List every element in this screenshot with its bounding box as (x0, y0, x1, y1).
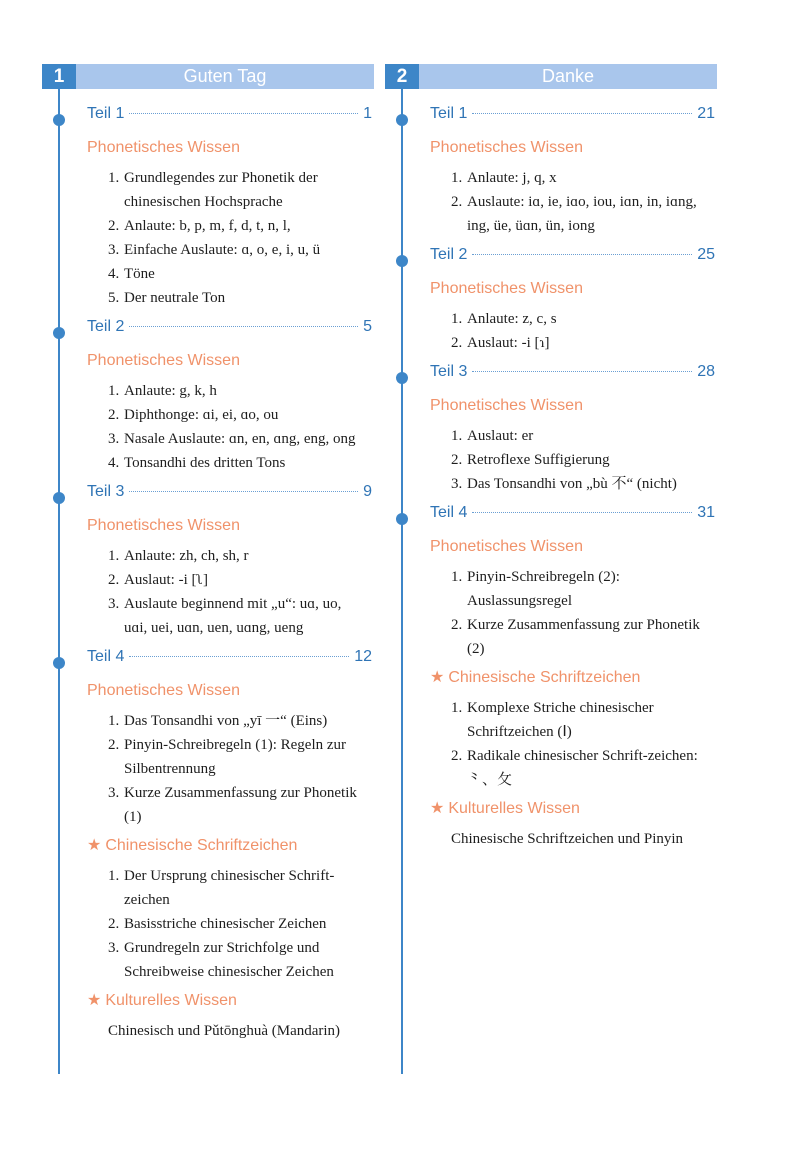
topic-list (430, 696, 715, 792)
page-number: 5 (363, 318, 372, 335)
item-text: Grundregeln zur Strichfolge und Schreibweise chinesischer Zeichen (124, 940, 334, 980)
item-text: Der Ursprung chinesischer Schrift-zeichen (124, 868, 335, 908)
item-number: 3. (108, 940, 120, 956)
teil-label: Teil 2 (87, 318, 125, 335)
unit-1-title: Guten Tag (183, 66, 267, 86)
item-number: 2. (451, 617, 463, 633)
item-number: 3. (108, 596, 120, 612)
timeline-dot (53, 327, 65, 339)
item-text: Auslaute: iɑ, ie, iɑo, iou, iɑn, in, iɑng, ing, üe, üɑn, ün, iong (467, 194, 697, 234)
list-item (87, 262, 372, 286)
unit-1-timeline (42, 89, 374, 1051)
unit-1-number: 1 (42, 64, 76, 89)
item-text: Auslaut: er (467, 428, 534, 444)
page-number: 12 (354, 648, 372, 665)
teil-section (42, 648, 374, 1051)
topic-list (87, 379, 372, 475)
teil-entry[interactable] (430, 246, 715, 276)
list-item (430, 307, 715, 331)
section-heading-text: Phonetisches Wissen (87, 517, 240, 534)
teil-section (42, 318, 374, 483)
teil-entry[interactable] (87, 483, 372, 513)
teil-label: Teil 1 (87, 105, 125, 122)
star-icon: ★ (87, 992, 102, 1009)
section-heading-text: Phonetisches Wissen (87, 139, 240, 156)
dot-leader (129, 656, 349, 657)
item-text: Diphthonge: ɑi, ei, ɑo, ou (124, 407, 279, 423)
teil-label: Teil 4 (430, 504, 468, 521)
list-item (87, 568, 372, 592)
item-number: 2. (108, 916, 120, 932)
item-text: Kurze Zusammenfassung zur Phonetik (1) (124, 785, 357, 825)
teil-label: Teil 1 (430, 105, 468, 122)
item-number: 2. (108, 407, 120, 423)
spacer (430, 661, 715, 665)
item-text: Das Tonsandhi von „yī 一“ (Eins) (124, 713, 328, 729)
list-item (87, 451, 372, 475)
item-number: 2. (451, 452, 463, 468)
item-text: Auslaut: -i [ʅ] (124, 572, 209, 588)
list-item (87, 733, 372, 781)
item-number: 1. (451, 569, 463, 585)
item-text: Anlaute: j, q, x (467, 170, 557, 186)
dot-leader (472, 254, 692, 255)
section-heading (87, 515, 372, 537)
dot-leader (472, 371, 692, 372)
list-item (430, 166, 715, 190)
item-number: 1. (108, 713, 120, 729)
list-item (87, 544, 372, 568)
topic-list (430, 166, 715, 238)
section-heading (430, 137, 715, 159)
list-item (430, 331, 715, 355)
list-item (87, 936, 372, 984)
list-item (87, 427, 372, 451)
section-heading-text: Phonetisches Wissen (430, 538, 583, 555)
list-item (430, 744, 715, 792)
item-text: Grundlegendes zur Phonetik der chinesischen Hochsprache (124, 170, 318, 210)
item-text: Anlaute: zh, ch, sh, r (124, 548, 249, 564)
teil-label: Teil 3 (87, 483, 125, 500)
teil-label: Teil 4 (87, 648, 125, 665)
topic-list (87, 709, 372, 829)
section-heading (87, 350, 372, 372)
spacer (87, 1047, 372, 1051)
item-number: 1. (451, 311, 463, 327)
teil-label: Teil 2 (430, 246, 468, 263)
teil-entry[interactable] (87, 105, 372, 135)
item-text: Auslaute beginnend mit „u“: uɑ, uo, uɑi, uei, uɑn, uen, uɑng, ueng (124, 596, 342, 636)
section-heading (87, 990, 372, 1012)
section-heading-text: Chinesische Schriftzeichen (448, 669, 641, 686)
topic-list (430, 307, 715, 355)
star-icon: ★ (87, 837, 102, 854)
list-item (87, 709, 372, 733)
section-heading (430, 798, 715, 820)
list-item (430, 613, 715, 661)
spacer (42, 89, 374, 105)
item-number: 5. (108, 290, 120, 306)
dot-leader (472, 512, 692, 513)
item-number: 3. (108, 242, 120, 258)
unit-2-timeline (385, 89, 717, 859)
section-heading-text: Phonetisches Wissen (87, 352, 240, 369)
item-text: Tonsandhi des dritten Tons (124, 455, 286, 471)
item-number: 3. (108, 431, 120, 447)
topic-list (430, 565, 715, 661)
topic-list (87, 166, 372, 310)
unit-2-number: 2 (385, 64, 419, 89)
list-item (87, 781, 372, 829)
item-text: Das Tonsandhi von „bù 不“ (nicht) (467, 476, 677, 492)
item-number: 4. (108, 266, 120, 282)
item-number: 3. (108, 785, 120, 801)
item-text: Retroflexe Suffigierung (467, 452, 610, 468)
item-text: Einfache Auslaute: ɑ, o, e, i, u, ü (124, 242, 321, 258)
section-heading-text: Phonetisches Wissen (430, 397, 583, 414)
unit-1-column (42, 64, 374, 1051)
list-item (430, 448, 715, 472)
item-number: 2. (451, 335, 463, 351)
page-number: 9 (363, 483, 372, 500)
section-text: Chinesisch und Pǔtōnghuà (Mandarin) (108, 1023, 341, 1039)
item-number: 1. (451, 170, 463, 186)
item-number: 3. (451, 476, 463, 492)
teil-section (385, 363, 717, 504)
item-number: 2. (451, 748, 463, 764)
section-heading-text: Chinesische Schriftzeichen (105, 837, 298, 854)
teil-label: Teil 3 (430, 363, 468, 380)
section-heading-text: Kulturelles Wissen (448, 800, 580, 817)
item-text: Anlaute: z, c, s (467, 311, 557, 327)
list-item (87, 379, 372, 403)
unit-2-column (385, 64, 717, 859)
item-number: 2. (108, 572, 120, 588)
list-item (87, 166, 372, 214)
teil-section (385, 246, 717, 363)
section-heading-text: Phonetisches Wissen (430, 280, 583, 297)
unit-2-title: Danke (541, 66, 595, 86)
star-icon: ★ (430, 800, 445, 817)
teil-entry[interactable] (87, 318, 372, 348)
teil-entry[interactable] (430, 105, 715, 135)
spacer (87, 829, 372, 833)
item-number: 2. (108, 737, 120, 753)
item-number: 1. (451, 428, 463, 444)
section-heading (87, 680, 372, 702)
timeline-dot (396, 114, 408, 126)
star-icon: ★ (430, 669, 445, 686)
page-number: 31 (697, 504, 715, 521)
page-number: 25 (697, 246, 715, 263)
dot-leader (129, 113, 358, 114)
item-text: Töne (124, 266, 155, 282)
list-item (87, 864, 372, 912)
spacer (87, 984, 372, 988)
spacer (385, 89, 717, 105)
list-item (430, 190, 715, 238)
teil-entry[interactable] (430, 363, 715, 393)
item-number: 1. (108, 383, 120, 399)
item-text: Basisstriche chinesischer Zeichen (124, 916, 327, 932)
unit-2-header (385, 64, 717, 89)
item-text: Radikale chinesischer Schrift-zeichen: ⺀、⺙ (467, 748, 698, 788)
list-item (87, 214, 372, 238)
section-heading-text: Phonetisches Wissen (87, 682, 240, 699)
item-text: Der neutrale Ton (124, 290, 226, 306)
dot-leader (472, 113, 692, 114)
section-heading-text: Kulturelles Wissen (105, 992, 237, 1009)
topic-list (87, 544, 372, 640)
list-item (430, 696, 715, 744)
section-heading (430, 278, 715, 300)
page-number: 21 (697, 105, 715, 122)
section-heading (430, 395, 715, 417)
section-heading (430, 667, 715, 689)
topic-list (430, 424, 715, 496)
page-number: 28 (697, 363, 715, 380)
item-text: Anlaute: b, p, m, f, d, t, n, l, (124, 218, 291, 234)
timeline-dot (396, 513, 408, 525)
list-item (87, 286, 372, 310)
dot-leader (129, 491, 358, 492)
section-heading (87, 835, 372, 857)
item-number: 1. (108, 548, 120, 564)
item-number: 2. (451, 194, 463, 210)
item-number: 2. (108, 218, 120, 234)
spacer (430, 855, 715, 859)
page-number: 1 (363, 105, 372, 122)
list-item (87, 403, 372, 427)
section-heading (430, 536, 715, 558)
timeline-dot (396, 372, 408, 384)
list-item (87, 238, 372, 262)
item-number: 1. (451, 700, 463, 716)
list-item (430, 472, 715, 496)
teil-section (385, 105, 717, 246)
timeline-dot (53, 492, 65, 504)
item-text: Pinyin-Schreibregeln (2): Auslassungsregel (467, 569, 620, 609)
timeline-dot (53, 114, 65, 126)
dot-leader (129, 326, 358, 327)
list-item (87, 912, 372, 936)
item-text: Nasale Auslaute: ɑn, en, ɑng, eng, ong (124, 431, 356, 447)
item-text: Anlaute: g, k, h (124, 383, 217, 399)
item-text: Auslaut: -i [ɿ] (467, 335, 550, 351)
list-item (87, 592, 372, 640)
item-text: Kurze Zusammenfassung zur Phonetik (2) (467, 617, 700, 657)
section-heading (87, 137, 372, 159)
list-item (430, 565, 715, 613)
topic-list (87, 864, 372, 984)
unit-1-header (42, 64, 374, 89)
list-item (430, 424, 715, 448)
item-number: 1. (108, 170, 120, 186)
teil-entry[interactable] (430, 504, 715, 534)
spacer (430, 792, 715, 796)
item-text: Komplexe Striche chinesischer Schriftzeichen (Ⅰ) (467, 700, 654, 740)
teil-entry[interactable] (87, 648, 372, 678)
teil-section (385, 504, 717, 859)
item-number: 4. (108, 455, 120, 471)
timeline-dot (396, 255, 408, 267)
teil-section (42, 483, 374, 648)
timeline-dot (53, 657, 65, 669)
teil-section (42, 105, 374, 318)
section-heading-text: Phonetisches Wissen (430, 139, 583, 156)
item-text: Pinyin-Schreibregeln (1): Regeln zur Silbentrennung (124, 737, 347, 777)
item-number: 1. (108, 868, 120, 884)
section-text: Chinesische Schriftzeichen und Pinyin (451, 831, 684, 847)
